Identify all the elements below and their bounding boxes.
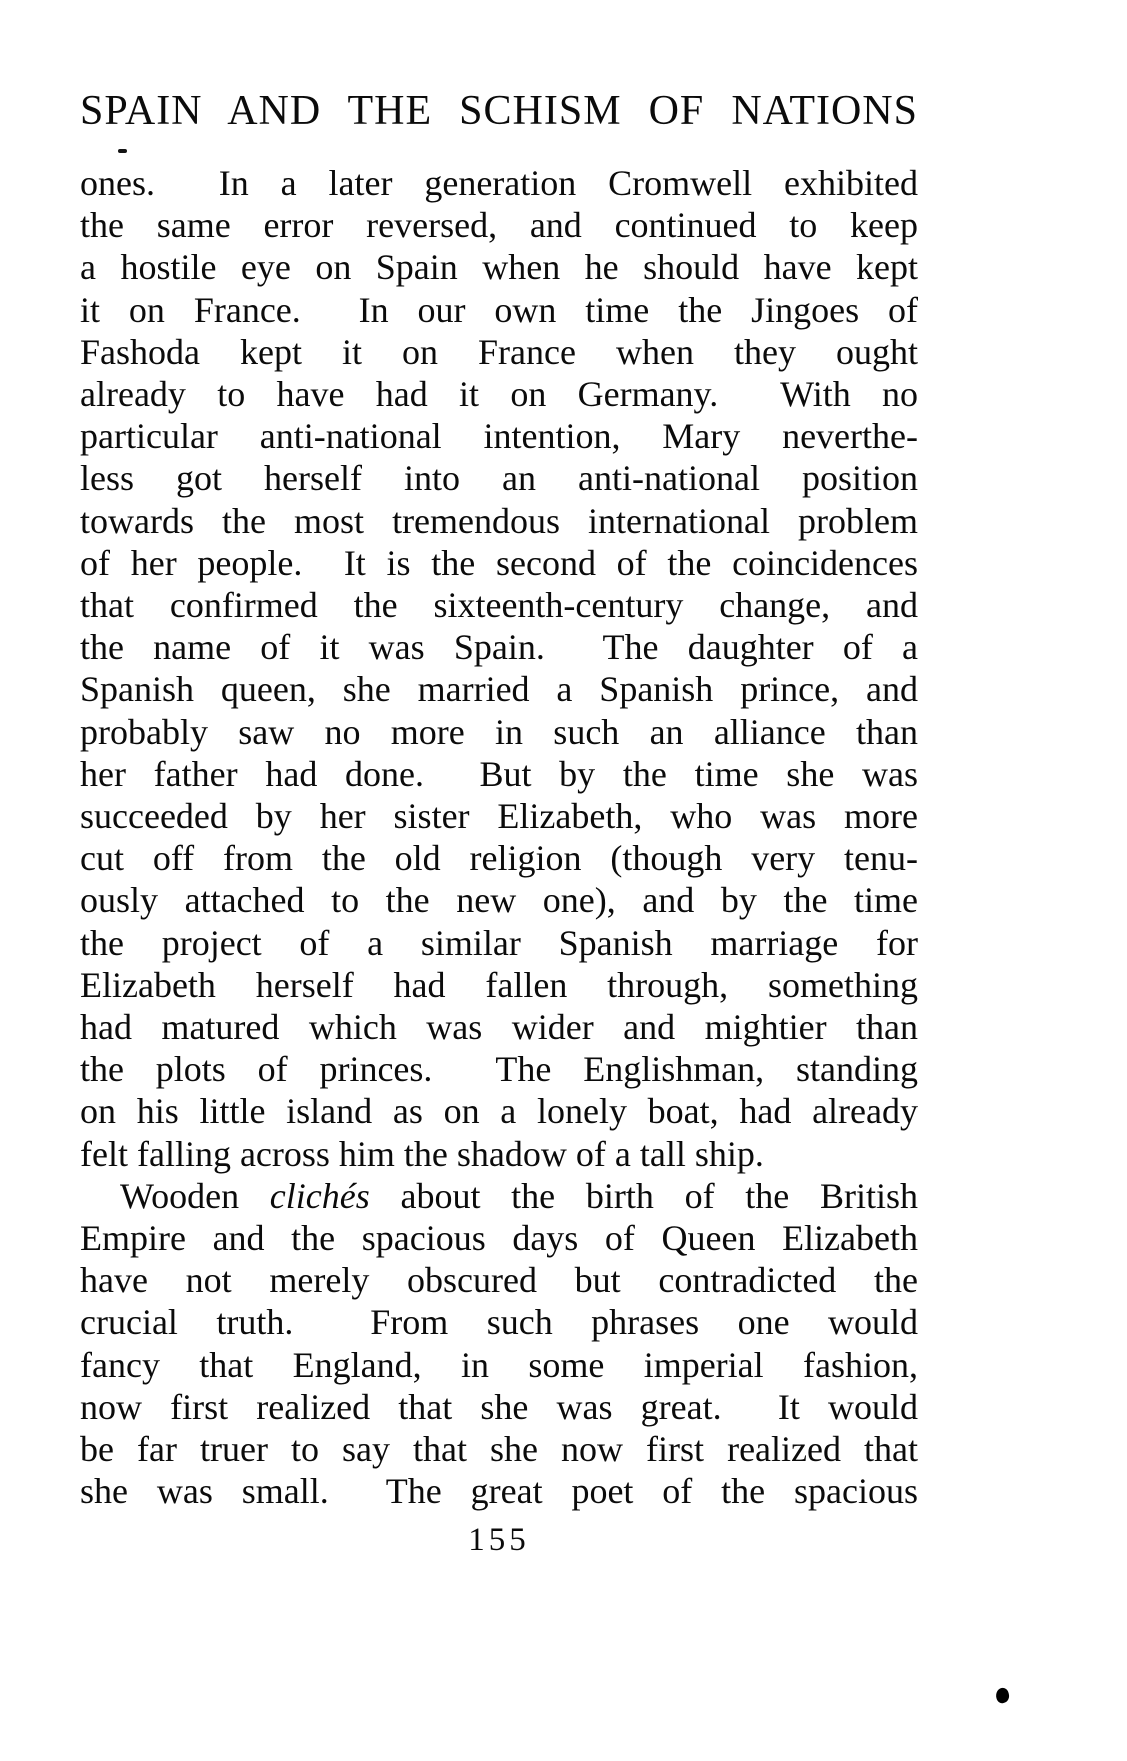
body-line: Elizabeth herself had fallen through, something	[80, 964, 918, 1005]
body-line: Spanish queen, she married a Spanish prince, and	[80, 669, 918, 710]
page-number: 155	[468, 1522, 530, 1558]
body-line: on his little island as on a lonely boat, had already	[80, 1091, 918, 1132]
page-body-text	[80, 162, 918, 1513]
italic-word: clichés	[269, 1175, 370, 1216]
body-line: the plots of princes. The Englishman, standing	[80, 1049, 918, 1090]
body-line: less got herself into an anti-national position	[80, 458, 918, 499]
body-line: cut off from the old religion (though very tenu-	[80, 838, 918, 879]
body-text: Wooden	[120, 1175, 270, 1216]
body-line: succeeded by her sister Elizabeth, who was more	[80, 796, 918, 837]
body-line: she was small. The great poet of the spacious	[80, 1471, 918, 1512]
body-line: the name of it was Spain. The daughter of a	[80, 627, 918, 668]
body-line: now first realized that she was great. It would	[80, 1386, 918, 1427]
body-line: be far truer to say that she now first realized that	[80, 1429, 918, 1470]
body-line: Empire and the spacious days of Queen Elizabeth	[80, 1218, 918, 1259]
body-line: have not merely obscured but contradicted the	[80, 1260, 918, 1301]
body-line: ously attached to the new one), and by the time	[80, 880, 918, 921]
body-line: that confirmed the sixteenth-century change, and	[80, 585, 918, 626]
body-line-paragraph-end: felt falling across him the shadow of a tall ship.	[80, 1133, 764, 1174]
body-line: particular anti-national intention, Mary neverthe-	[80, 416, 918, 457]
body-line: of her people. It is the second of the coincidences	[80, 542, 918, 583]
body-line: probably saw no more in such an alliance than	[80, 711, 918, 752]
body-line: her father had done. But by the time she was	[80, 753, 918, 794]
body-line: the same error reversed, and continued to keep	[80, 205, 918, 246]
ink-dash-artifact	[118, 149, 127, 153]
running-header: SPAIN AND THE SCHISM OF NATIONS	[80, 88, 918, 134]
body-line-paragraph-start	[80, 1175, 918, 1217]
body-line: Fashoda kept it on France when they ought	[80, 331, 918, 372]
body-text: about the birth of the British	[369, 1175, 918, 1216]
ink-speck-artifact	[994, 1687, 1010, 1705]
body-line: it on France. In our own time the Jingoes of	[80, 289, 918, 330]
body-line: the project of a similar Spanish marriage for	[80, 922, 918, 963]
body-line: already to have had it on Germany. With no	[80, 374, 918, 415]
body-line: crucial truth. From such phrases one would	[80, 1302, 918, 1343]
body-line: ones. In a later generation Cromwell exhibited	[80, 163, 918, 203]
body-line: fancy that England, in some imperial fashion,	[80, 1344, 918, 1385]
body-line: had matured which was wider and mightier than	[80, 1007, 918, 1048]
body-line: towards the most tremendous international problem	[80, 500, 918, 541]
body-line: a hostile eye on Spain when he should have kept	[80, 247, 918, 288]
